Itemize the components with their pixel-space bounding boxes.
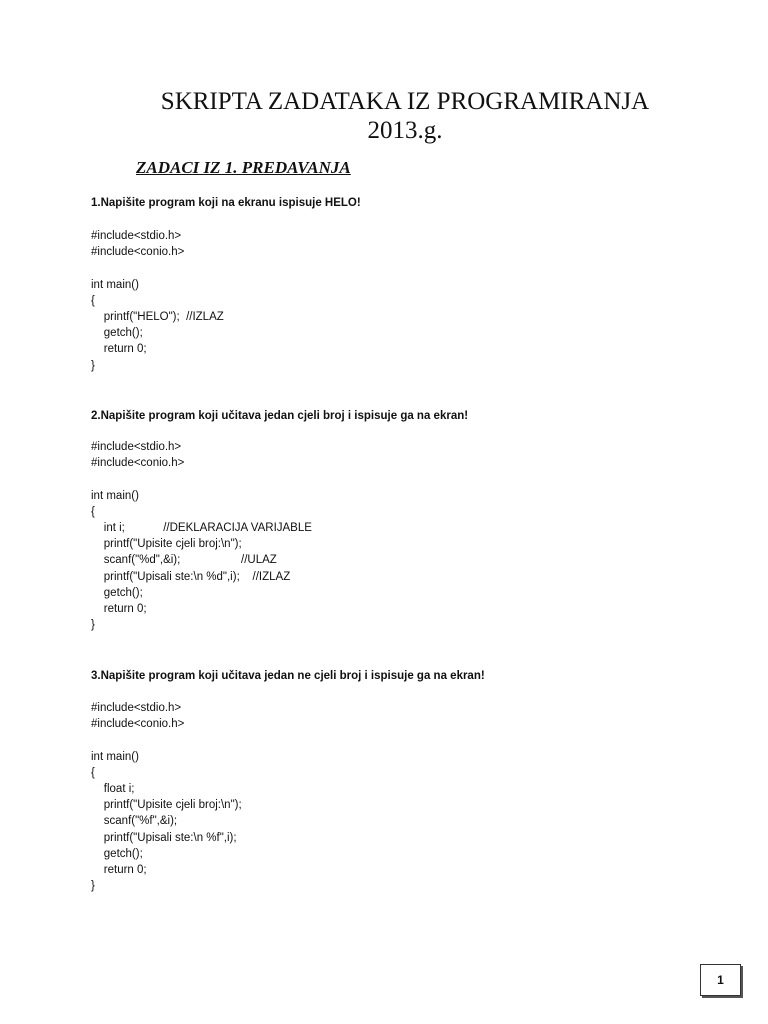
code-line: { — [91, 505, 95, 518]
code-line: getch(); — [91, 847, 143, 860]
code-line: int main() — [91, 750, 139, 763]
code-line: return 0; — [91, 343, 147, 356]
code-line: scanf("%d",&i); //ULAZ — [91, 554, 277, 567]
code-line: float i; — [91, 783, 135, 795]
code-line: { — [91, 766, 95, 779]
code-line: #include<conio.h> — [91, 457, 185, 470]
code-line: getch(); — [91, 586, 143, 599]
task-question: 2.Napišite program koji učitava jedan cjeli broj i ispisuje ga na ekran! — [91, 410, 469, 422]
section-heading: ZADACI IZ 1. PREDAVANJA — [136, 158, 351, 177]
code-line: printf("Upisite cjeli broj:\n"); — [91, 799, 242, 812]
page-number: 1 — [717, 973, 724, 987]
code-line: #include<conio.h> — [91, 718, 185, 731]
task-question: 1.Napišite program koji na ekranu ispisuje HELO! — [91, 197, 361, 209]
code-line: printf("Upisite cjeli broj:\n"); — [91, 538, 242, 551]
code-line: scanf("%f",&i); — [91, 815, 178, 828]
code-line: int i; //DEKLARACIJA VARIJABLE — [91, 522, 312, 534]
code-line: printf("Upisali ste:\n %f",i); — [91, 831, 237, 844]
code-line: return 0; — [91, 864, 147, 876]
code-line: #include<stdio.h> — [91, 441, 182, 453]
code-line: #include<stdio.h> — [91, 702, 182, 714]
code-line: } — [91, 880, 95, 893]
code-line: printf("HELO"); //IZLAZ — [91, 311, 224, 323]
code-line: return 0; — [91, 603, 147, 615]
code-line: getch(); — [91, 327, 143, 340]
code-line: { — [91, 294, 95, 307]
code-line: #include<conio.h> — [91, 246, 185, 259]
code-line: #include<stdio.h> — [91, 230, 182, 242]
task-question: 3.Napišite program koji učitava jedan ne cjeli broj i ispisuje ga na ekran! — [91, 670, 485, 682]
document-title: SKRIPTA ZADATAKA IZ PROGRAMIRANJA — [160, 88, 650, 115]
code-line: int main() — [91, 489, 139, 502]
code-line: } — [91, 619, 95, 632]
document-year: 2013.g. — [367, 117, 443, 144]
code-line: printf("Upisali ste:\n %d",i); //IZLAZ — [91, 570, 291, 583]
code-line: } — [91, 359, 95, 372]
code-line: int main() — [91, 278, 139, 291]
page-number-box — [700, 964, 741, 996]
